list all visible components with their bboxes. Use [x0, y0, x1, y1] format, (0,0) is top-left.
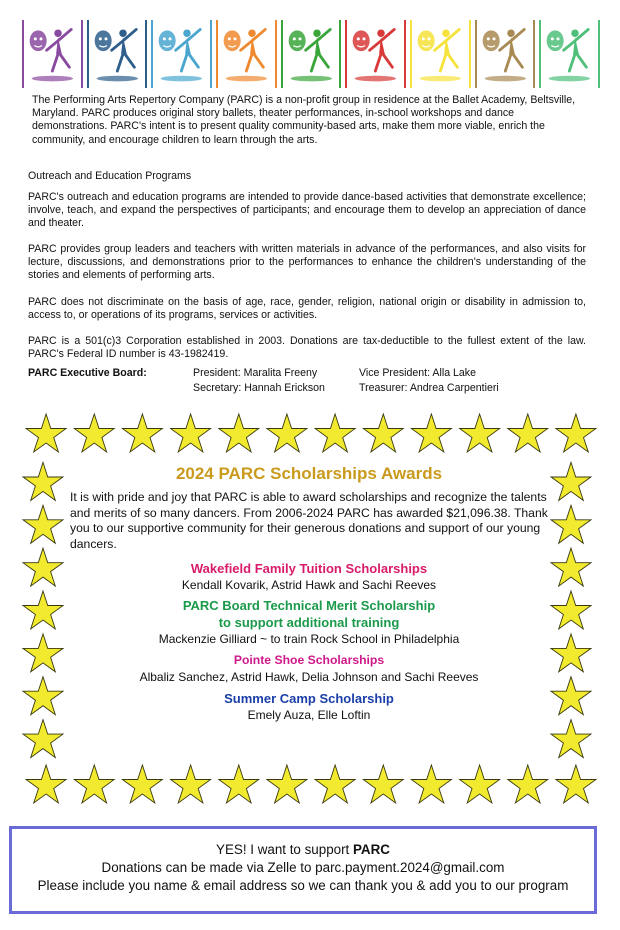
star-icon: [74, 765, 114, 803]
star-icon: [23, 462, 63, 500]
donation-box: [9, 826, 597, 914]
star-icon: [551, 548, 591, 586]
outreach-paragraph: PARC's outreach and education programs are intended to provide dance-based activities that demonstrate excellence; involve, teach, and expand the perspectives of participants; and encourage them to develop an appreciation of dance and theater.: [28, 191, 586, 230]
dancer-banner: [22, 20, 600, 88]
star-icon: [267, 765, 307, 803]
award-recipients-summer-camp: Emely Auza, Elle Loftin: [247, 708, 371, 723]
award-title-pointe-shoe: Pointe Shoe Scholarships: [233, 653, 385, 668]
nondiscrimination-paragraph: PARC does not discriminate on the basis of age, race, gender, religion, national origin or disability in admission to, access to, or operations of its programs, services or activities.: [28, 296, 586, 322]
star-icon: [411, 765, 451, 803]
star-icon: [267, 414, 307, 452]
award-recipients-pointe-shoe: Albaliz Sanchez, Astrid Hawk, Delia Johnson and Sachi Reeves: [139, 670, 479, 685]
theater-dancer-icon: [153, 20, 210, 88]
star-icon: [219, 765, 259, 803]
donation-instructions: Please include you name & email address so we can thank you & add you to our program: [37, 878, 569, 893]
award-subtitle-technical-merit: to support additional training: [218, 615, 400, 631]
scholarships-body: It is with pride and joy that PARC is able to award scholarships and recognize the talents and merits of so many dancers. From 2006-2024 PARC has awarded $21,096.38. Thank you to our supportive community for their generous donations and support of our young dancers.: [70, 490, 548, 551]
star-icon: [74, 414, 114, 452]
star-icon: [363, 414, 403, 452]
award-title-wakefield: Wakefield Family Tuition Scholarships: [190, 561, 428, 577]
star-row: [22, 415, 600, 455]
dancer-tile: [345, 20, 406, 88]
dancer-tile: [22, 20, 83, 88]
star-icon: [23, 677, 63, 715]
star-icon: [411, 414, 451, 452]
star-row: [22, 462, 64, 762]
theater-dancer-icon: [218, 20, 275, 88]
star-icon: [171, 414, 211, 452]
star-icon: [315, 765, 355, 803]
theater-dancer-icon: [477, 20, 534, 88]
star-icon: [219, 414, 259, 452]
dancer-tile: [281, 20, 342, 88]
dancer-tile: [151, 20, 212, 88]
star-icon: [556, 765, 596, 803]
dancer-tile: [87, 20, 148, 88]
theater-dancer-icon: [541, 20, 598, 88]
star-icon: [122, 765, 162, 803]
award-title-summer-camp: Summer Camp Scholarship: [224, 691, 394, 707]
scholarships-section: [70, 462, 548, 723]
dancer-tile: [410, 20, 471, 88]
board-president: President: Maralita Freeny: [193, 367, 318, 379]
star-icon: [122, 414, 162, 452]
star-border-right: [550, 462, 592, 762]
donation-zelle-line: Donations can be made via Zelle to parc.payment.2024@gmail.com: [101, 860, 505, 875]
star-icon: [23, 634, 63, 672]
star-icon: [26, 414, 66, 452]
star-icon: [551, 634, 591, 672]
star-icon: [556, 414, 596, 452]
theater-dancer-icon: [412, 20, 469, 88]
star-icon: [508, 414, 548, 452]
outreach-heading: Outreach and Education Programs: [28, 170, 192, 182]
theater-dancer-icon: [283, 20, 340, 88]
star-icon: [171, 765, 211, 803]
board-vice-president: Vice President: Alla Lake: [359, 367, 476, 379]
star-row: [22, 766, 600, 806]
dancer-tile: [475, 20, 536, 88]
star-icon: [23, 591, 63, 629]
tax-status-paragraph: PARC is a 501(c)3 Corporation established in 2003. Donations are tax-deductible to the fullest extent of the law. PARC's Federal ID number is 43-1982419.: [28, 335, 586, 361]
donation-headline-text: YES! I want to support: [216, 842, 353, 857]
star-border-top: [22, 415, 600, 455]
board-label: PARC Executive Board:: [28, 367, 147, 379]
award-recipients-technical-merit: Mackenzie Gilliard ~ to train Rock School in Philadelphia: [158, 632, 460, 647]
star-icon: [23, 548, 63, 586]
outreach-paragraph: PARC provides group leaders and teachers with written materials in advance of the performances, and also visits for lecture, discussions, and demonstrations prior to the performances to enhance the children's understanding of the stories and elements of performing arts.: [28, 243, 586, 282]
star-icon: [508, 765, 548, 803]
star-icon: [363, 765, 403, 803]
donation-org-name: PARC: [353, 842, 390, 857]
star-border-bottom: [22, 766, 600, 806]
board-secretary: Secretary: Hannah Erickson: [193, 382, 325, 394]
theater-dancer-icon: [347, 20, 404, 88]
star-icon: [460, 765, 500, 803]
star-icon: [551, 720, 591, 758]
scholarships-title: 2024 PARC Scholarships Awards: [175, 464, 443, 483]
donation-headline: [12, 841, 594, 859]
dancer-tile: [539, 20, 600, 88]
star-border-left: [22, 462, 64, 762]
star-row: [550, 462, 592, 762]
star-icon: [551, 505, 591, 543]
star-icon: [551, 677, 591, 715]
theater-dancer-icon: [24, 20, 81, 88]
star-icon: [23, 505, 63, 543]
award-recipients-wakefield: Kendall Kovarik, Astrid Hawk and Sachi Reeves: [181, 578, 437, 593]
star-icon: [551, 591, 591, 629]
star-icon: [23, 720, 63, 758]
theater-dancer-icon: [89, 20, 146, 88]
star-icon: [315, 414, 355, 452]
board-treasurer: Treasurer: Andrea Carpentieri: [359, 382, 499, 394]
dancer-tile: [216, 20, 277, 88]
award-title-technical-merit: PARC Board Technical Merit Scholarship: [182, 598, 436, 614]
intro-paragraph: The Performing Arts Repertory Company (PARC) is a non-profit group in residence at the Ballet Academy, Beltsville, Maryland. PARC produces original story ballets, theater performances, in-school workshops and dance demonstrations. PARC's intent is to present quality community-based arts, make them more viable, enrich the community, and encourage children to learn through the arts.: [32, 94, 576, 146]
star-icon: [551, 462, 591, 500]
star-icon: [26, 765, 66, 803]
star-icon: [460, 414, 500, 452]
